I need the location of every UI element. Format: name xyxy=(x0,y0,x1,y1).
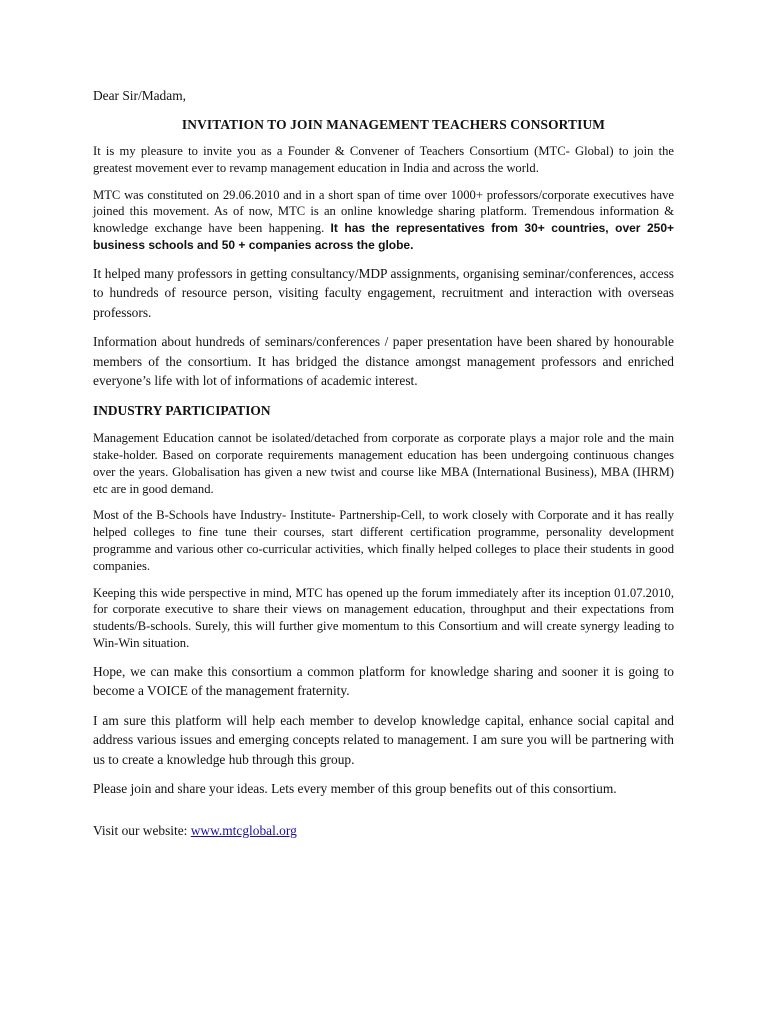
letter-title: INVITATION TO JOIN MANAGEMENT TEACHERS CONSORTIUM xyxy=(181,116,606,132)
paragraph-management-education: Management Education cannot be isolated/detached from corporate as corporate plays a major role and the main stake-holder. Based on corporate requirements management education has been undergoing continuous changes over the years. Globalisation has given a new twist and course like MBA (International Business), MBA (IHRM) etc are in good demand. xyxy=(93,431,674,496)
paragraph-forum: Keeping this wide perspective in mind, MTC has opened up the forum immediately after its inception 01.07.2010, for corporate executive to share their views on management education, throughput and their expectations from students/B-schools. Surely, this will further give momentum to this Consortium and will create synergy leading to Win-Win situation. xyxy=(93,585,674,651)
website-line xyxy=(93,821,674,841)
paragraph-knowledge-capital: I am sure this platform will help each member to develop knowledge capital, enhance social capital and address various issues and emerging concepts related to management. I am sure you will be partnering with us to create a knowledge hub through this group. xyxy=(93,712,674,767)
paragraph-b-schools: Most of the B-Schools have Industry- Institute- Partnership-Cell, to work closely with Corporate and it has really helped colleges to fine tune their courses, start different certification programme, personality development programme and various other co-curricular activities, which finally helped colleges to place their students in good companies. xyxy=(93,508,674,573)
paragraph-join-request: Please join and share your ideas. Lets every member of this group benefits out of this consortium. xyxy=(93,781,617,797)
paragraph-invitation: It is my pleasure to invite you as a Founder & Convener of Teachers Consortium (MTC- Global) to join the greatest movement ever to revamp management education in India and across the world. xyxy=(93,144,674,175)
paragraph-common-platform: Hope, we can make this consortium a common platform for knowledge sharing and sooner it is going to become a VOICE of the management fraternity. xyxy=(93,663,674,699)
website-link[interactable]: www.mtcglobal.org xyxy=(190,822,297,838)
paragraph-mtc-history xyxy=(93,187,674,254)
salutation: Dear Sir/Madam, xyxy=(93,88,186,103)
spacer xyxy=(93,799,674,821)
website-label: Visit our website: xyxy=(93,822,191,838)
heading-industry-participation: INDUSTRY PARTICIPATION xyxy=(93,402,271,418)
paragraph-mtc-history-text: MTC was constituted on 29.06.2010 and in a short span of time over 1000+ professors/corporate executives have joined this movement. As of now, MTC is an online knowledge sharing platform. Tremendous information & knowledge exchange have been happening. xyxy=(93,187,674,236)
paragraph-information-sharing: Information about hundreds of seminars/conferences / paper presentation have been shared by honourable members of the consortium. It has bridged the distance amongst management professors and enriched everyone’s life with lot of informations of academic interest. xyxy=(93,334,674,389)
paragraph-mtc-history-highlight: It has the representatives from 30+ countries, over 250+ business schools and 50 + companies across the globe. xyxy=(93,221,674,252)
paragraph-professor-benefits: It helped many professors in getting consultancy/MDP assignments, organising seminar/conferences, access to hundreds of resource person, visiting faculty engagement, recruitment and interaction with overseas professors. xyxy=(93,265,674,320)
